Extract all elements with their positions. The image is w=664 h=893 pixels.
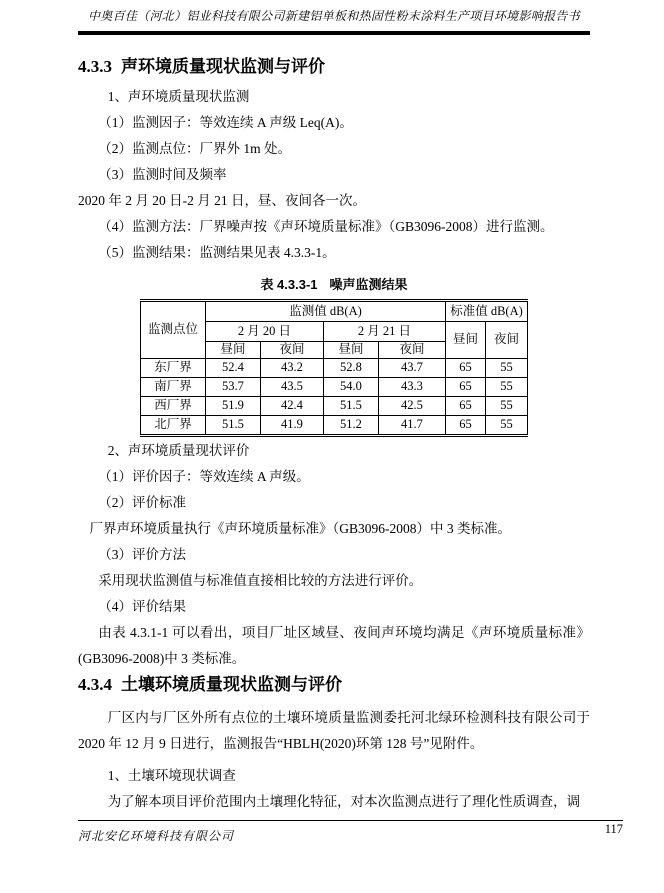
- page-number: 117: [604, 822, 623, 836]
- header-cell-date2: 2 月 21 日: [323, 322, 445, 342]
- table-cell: 51.5: [323, 397, 378, 416]
- cell-site: 西厂界: [140, 397, 205, 416]
- table-cell: 55: [486, 397, 528, 416]
- section-title-text: 声环境质量现状监测与评价: [121, 57, 325, 76]
- section-number: 4.3.4: [78, 675, 112, 694]
- table-cell: 65: [446, 378, 486, 397]
- paragraph: （2）评价标准: [98, 495, 186, 510]
- table-cell: 42.4: [260, 397, 323, 416]
- table-cell: 65: [446, 416, 486, 436]
- footer-company-name: 河北安亿环境科技有限公司: [78, 829, 235, 843]
- paragraph: （4）评价结果: [98, 599, 186, 614]
- section-4-3-3-body: [78, 84, 590, 266]
- paragraph: 采用现状监测值与标准值直接相比较的方法进行评价。: [98, 573, 423, 588]
- table-cell: 53.7: [205, 378, 260, 397]
- header-cell-day: 昼间: [323, 342, 378, 359]
- paragraph: （2）监测点位：厂界外 1m 处。: [98, 141, 292, 156]
- section-4-3-3-evaluation: [78, 438, 590, 672]
- header-cell-day: 昼间: [446, 322, 486, 359]
- page-footer: [78, 820, 623, 844]
- table-cell: 51.5: [205, 416, 260, 436]
- table-cell: 65: [446, 397, 486, 416]
- cell-site: 北厂界: [140, 416, 205, 436]
- table-cell: 42.5: [378, 397, 445, 416]
- header-cell-standard-values: 标准值 dB(A): [446, 301, 528, 322]
- table-cell: 52.4: [205, 359, 260, 378]
- running-header-title: 中奥百佳（河北）铝业科技有限公司新建铝单板和热固性粉末涂料生产项目环境影响报告书: [87, 9, 580, 23]
- paragraph: 1、声环境质量现状监测: [107, 89, 250, 104]
- table-cell: 55: [486, 359, 528, 378]
- section-4-3-4-body: [78, 705, 590, 815]
- table-cell: 43.3: [378, 378, 445, 397]
- header-cell-site: 监测点位: [140, 301, 205, 359]
- table-cell: 51.9: [205, 397, 260, 416]
- header-cell-night: 夜间: [486, 322, 528, 359]
- paragraph: （3）监测时间及频率: [98, 167, 227, 182]
- table-cell: 51.2: [323, 416, 378, 436]
- table-row: [140, 397, 527, 416]
- header-cell-night: 夜间: [260, 342, 323, 359]
- section-number: 4.3.3: [78, 57, 112, 76]
- section-4-3-3-heading: [78, 55, 590, 78]
- table-cell: 43.5: [260, 378, 323, 397]
- table-cell: 54.0: [323, 378, 378, 397]
- paragraph: （1）监测因子：等效连续 A 声级 Leq(A)。: [98, 115, 353, 130]
- table-cell: 43.7: [378, 359, 445, 378]
- table-row: [140, 359, 527, 378]
- paragraph: 厂区内与厂区外所有点位的土壤环境质量监测委托河北绿环检测科技有限公司于 2020 年 12 月 9 日进行，监测报告“HBLH(2020)环第 128 号”见附件。: [78, 710, 590, 751]
- table-cell: 65: [446, 359, 486, 378]
- paragraph: 1、土壤环境现状调查: [107, 768, 236, 783]
- cell-site: 南厂界: [140, 378, 205, 397]
- paragraph: 由表 4.3.1-1 可以看出，项目厂址区域昼、夜间声环境均满足《声环境质量标准》(GB3096-2008)中 3 类标准。: [78, 625, 590, 666]
- header-cell-night: 夜间: [378, 342, 445, 359]
- table-caption-label: 表 4.3.3-1: [260, 277, 318, 292]
- header-cell-day: 昼间: [205, 342, 260, 359]
- table-cell: 55: [486, 416, 528, 436]
- header-cell-monitor-values: 监测值 dB(A): [205, 301, 445, 322]
- header-cell-date1: 2 月 20 日: [205, 322, 323, 342]
- table-caption: [78, 276, 590, 293]
- section-4-3-4-heading: [78, 673, 590, 696]
- table-header-row: [140, 301, 527, 322]
- table-cell: 41.7: [378, 416, 445, 436]
- paragraph: （3）评价方法: [98, 547, 186, 562]
- table-caption-text: 噪声监测结果: [329, 277, 408, 292]
- table-row: [140, 416, 527, 436]
- paragraph: 2、声环境质量现状评价: [107, 443, 250, 458]
- table-cell: 55: [486, 378, 528, 397]
- section-title-text: 土壤环境质量现状监测与评价: [121, 675, 342, 694]
- table-cell: 52.8: [323, 359, 378, 378]
- table-row: [140, 378, 527, 397]
- paragraph: 2020 年 2 月 20 日-2 月 21 日，昼、夜间各一次。: [78, 193, 366, 208]
- paragraph: 为了解本项目评价范围内土壤理化特征，对本次监测点进行了理化性质调查，调: [107, 794, 581, 809]
- paragraph: （4）监测方法：厂界噪声按《声环境质量标准》（GB3096-2008）进行监测。: [98, 219, 554, 234]
- table-cell: 41.9: [260, 416, 323, 436]
- page-header: [78, 0, 590, 35]
- cell-site: 东厂界: [140, 359, 205, 378]
- paragraph: （5）监测结果：监测结果见表 4.3.3-1。: [98, 245, 336, 260]
- table-cell: 43.2: [260, 359, 323, 378]
- noise-monitoring-table: [140, 299, 528, 437]
- paragraph: 厂界声环境质量执行《声环境质量标准》（GB3096-2008）中 3 类标准。: [89, 521, 511, 536]
- paragraph: （1）评价因子：等效连续 A 声级。: [98, 469, 310, 484]
- header-rule: [78, 31, 590, 35]
